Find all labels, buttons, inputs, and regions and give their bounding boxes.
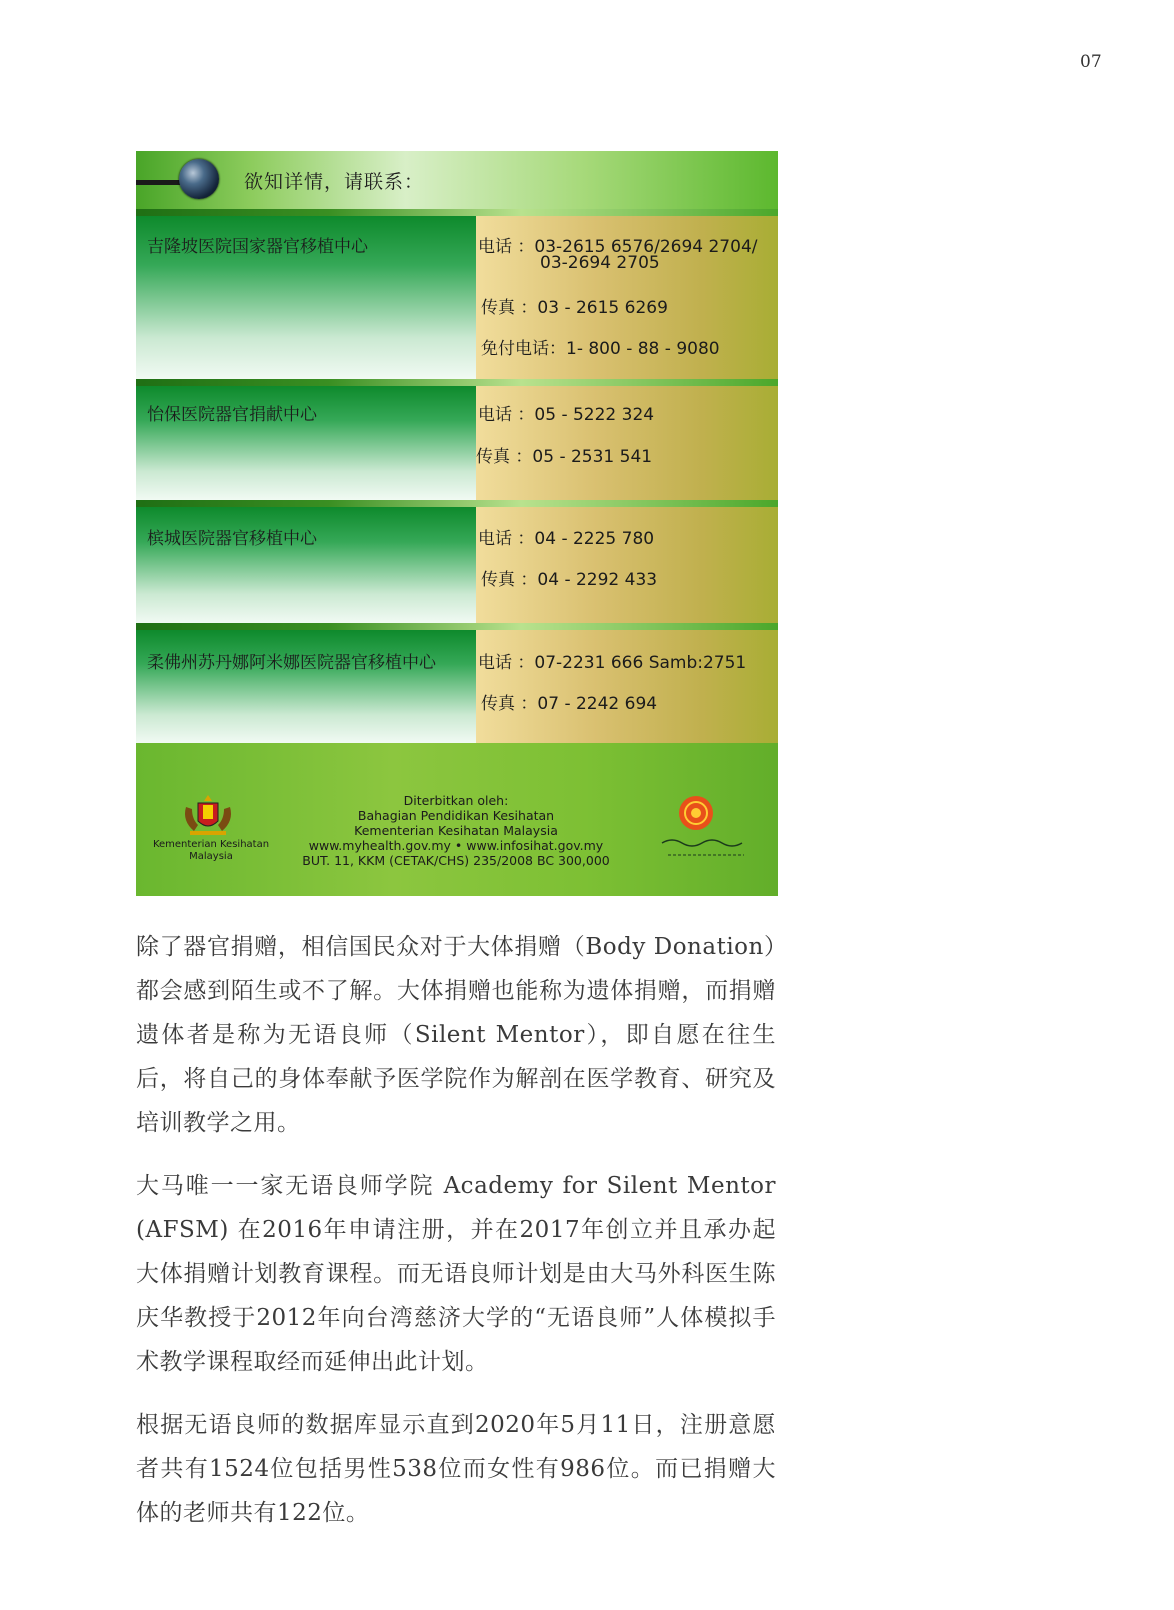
center-row <box>136 507 778 623</box>
center-row <box>136 386 778 500</box>
phone-line: 电话 ：04 - 2225 780 <box>478 529 655 549</box>
publisher-credits <box>286 793 626 868</box>
fax-line: 传真 ：03 - 2615 6269 <box>481 298 668 318</box>
center-row <box>136 216 778 379</box>
center-name: 柔佛州苏丹娜阿米娜医院器官移植中心 <box>147 653 436 673</box>
tollfree-line: 免付电话：1- 800 - 88 - 9080 <box>481 339 720 359</box>
credit-line: Diterbitkan oleh: <box>403 793 509 808</box>
credit-line: Bahagian Pendidikan Kesihatan <box>357 808 555 823</box>
divider-stripe <box>136 500 778 507</box>
body-paragraph: 大马唯一一家无语良师学院 Academy for Silent Mentor (AFSM) 在2016年申请注册，并在2017年创立并且承办起大体捐赠计划教育课程。而无语良师计划是由大马外科医生陈庆华教授于2012年向台湾慈济大学的“无语良师”人体模拟手术教学课程取经而延伸出此计划。 <box>136 1173 776 1375</box>
leaflet-title: 欲知详情，请联系： <box>244 171 425 193</box>
phone-line-continued: 03-2694 2705 <box>540 253 660 273</box>
leaflet-footer <box>136 743 778 896</box>
malaysia-coat-of-arms-icon <box>180 793 236 837</box>
credit-line: Kementerian Kesihatan Malaysia <box>354 823 558 838</box>
ministry-label-line: Malaysia <box>189 851 233 862</box>
phone-line: 电话 ：05 - 5222 324 <box>478 405 655 425</box>
credit-line: www.myhealth.gov.my • www.infosihat.gov.my <box>308 838 604 853</box>
ministry-label-line: Kementerian Kesihatan <box>152 839 270 850</box>
center-name: 槟城医院器官移植中心 <box>147 529 317 549</box>
credit-line: BUT. 11, KKM (CETAK/CHS) 235/2008 BC 300,000 <box>302 853 610 868</box>
phone-line: 电话 ：07-2231 666 Samb:2751 <box>478 653 747 673</box>
body-paragraph: 除了器官捐赠，相信国民众对于大体捐赠（Body Donation）都会感到陌生或不了解。大体捐赠也能称为遗体捐赠，而捐赠遗体者是称为无语良师（Silent Mentor），即自愿在往生后，将自己的身体奉献予医学院作为解剖在医学教育、研究及培训教学之用。 <box>136 934 776 1136</box>
page-number: 07 <box>1080 52 1102 72</box>
center-name: 怡保医院器官捐献中心 <box>147 405 317 425</box>
divider-stripe <box>136 209 778 216</box>
logo-script-icon <box>656 833 756 863</box>
phone-line: 电话 ：03-2615 6576/2694 2704/ <box>478 237 758 257</box>
health-promotion-logo-icon <box>676 793 716 833</box>
divider-stripe <box>136 379 778 386</box>
fax-line: 传真 ：04 - 2292 433 <box>481 570 658 590</box>
ministry-label <box>141 839 281 863</box>
fax-line: 传真 ：05 - 2531 541 <box>476 447 653 467</box>
body-paragraph: 根据无语良师的数据库显示直到2020年5月11日，注册意愿者共有1524位包括男性538位而女性有986位。而已捐赠大体的老师共有122位。 <box>136 1412 776 1526</box>
center-name: 吉隆坡医院国家器官移植中心 <box>147 237 368 257</box>
fax-line: 传真 ：07 - 2242 694 <box>481 694 658 714</box>
globe-icon <box>179 159 219 199</box>
leaflet-header <box>136 151 778 212</box>
divider-stripe <box>136 623 778 630</box>
center-row <box>136 630 778 743</box>
organ-donation-contact-leaflet <box>136 151 778 896</box>
